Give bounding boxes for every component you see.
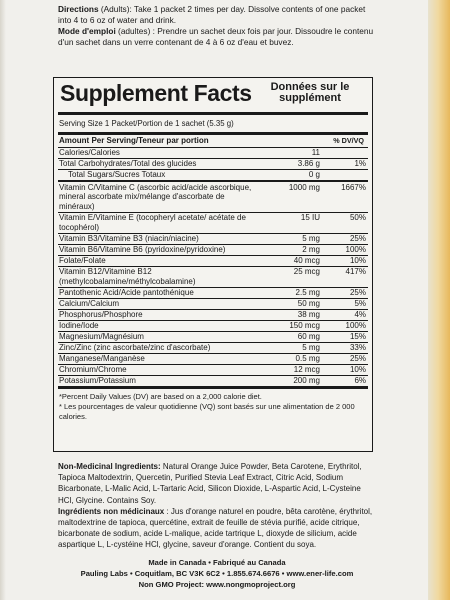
nutrient-amount: 0 g xyxy=(308,170,320,179)
nutrient-row-zinc xyxy=(58,343,368,354)
nutrient-row-manganese xyxy=(58,354,368,365)
nutrient-name: Total Sugars/Sucres Totaux xyxy=(68,170,166,179)
nutrient-dv: 5% xyxy=(354,299,366,309)
nutrient-dv: 1667% xyxy=(341,182,366,192)
nutrient-dv: 417% xyxy=(345,267,366,277)
nutrient-row-magnesium xyxy=(58,332,368,343)
nutrient-amount: 5 mg xyxy=(302,233,320,243)
nutrient-name: Total Carbohydrates/Total des glucides xyxy=(59,159,197,168)
daily-value-footnote xyxy=(58,389,368,422)
nutrient-name: Chromium/Chrome xyxy=(59,365,127,375)
nutrient-row-phosphorus xyxy=(58,310,368,321)
nutrient-name: Pantothenic Acid/Acide pantothénique xyxy=(59,288,194,298)
nutrient-name: Potassium/Potassium xyxy=(59,376,136,386)
nutrient-row-vitamin-b6 xyxy=(58,245,368,256)
nutrient-amount: 1000 mg xyxy=(288,182,320,192)
nutrient-amount: 200 mg xyxy=(293,376,320,386)
nutrient-amount: 40 mcg xyxy=(293,255,320,265)
non-gmo-project: Non GMO Project: www.nongmoproject.org xyxy=(138,580,296,589)
directions-en-text: (Adults): Take 1 packet 2 times per day. Dissolve contents of one packet into 4 to 6 oz of water and drink. xyxy=(58,4,366,25)
package-right-edge xyxy=(428,0,450,600)
nutrient-amount: 38 mg xyxy=(297,310,320,320)
serving-size: Serving Size 1 Packet/Portion de 1 sachet (5.35 g) xyxy=(58,115,368,135)
supplement-facts-panel xyxy=(53,77,373,452)
nutrient-dv: 25% xyxy=(349,354,366,364)
ingredients-fr-label: Ingrédients non médicinaux xyxy=(58,506,165,516)
nutrient-amount: 150 mcg xyxy=(289,321,320,331)
nutrient-name: Vitamin B6/Vitamine B6 (pyridoxine/pyridoxine) xyxy=(59,244,226,254)
package-left-edge xyxy=(0,0,6,600)
directions-en xyxy=(58,4,374,26)
nutrient-name: Iodine/Iode xyxy=(59,321,99,331)
nutrient-row-iodine xyxy=(58,321,368,332)
directions-fr xyxy=(58,26,374,48)
nutrient-dv: 10% xyxy=(349,255,366,265)
nutrient-name: Zinc/Zinc (zinc ascorbate/zinc d'ascorbate) xyxy=(59,343,211,353)
nutrient-dv xyxy=(326,148,368,158)
nutrient-dv: 10% xyxy=(349,365,366,375)
nutrient-name: Calories/Calories xyxy=(59,148,120,157)
nutrient-name: Folate/Folate xyxy=(59,255,106,265)
nutrient-amount: 3.86 g xyxy=(297,159,320,168)
nutrient-row-carbohydrates xyxy=(58,159,368,170)
facts-header xyxy=(58,78,368,115)
nutrient-name: Vitamin E/Vitamine E (tocopheryl acetate/ acétate de tocophérol) xyxy=(59,213,246,232)
nutrient-row-pantothenic-acid xyxy=(58,288,368,299)
amount-header-label: Amount Per Serving/Teneur par portion xyxy=(59,136,209,145)
nutrient-amount: 0.5 mg xyxy=(295,354,320,364)
nutrient-name: Magnesium/Magnésium xyxy=(59,332,144,342)
nutrient-dv: 1% xyxy=(354,159,366,168)
nutrient-amount: 15 IU xyxy=(300,213,320,223)
ingredients-en xyxy=(58,461,376,506)
facts-title-fr: Données sur le supplément xyxy=(270,81,350,104)
nutrient-row-calories xyxy=(58,148,368,159)
nutrient-dv: 25% xyxy=(349,233,366,243)
nutrient-dv: 6% xyxy=(354,376,366,386)
nutrient-dv: 50% xyxy=(349,213,366,223)
nutrient-dv: 33% xyxy=(349,343,366,353)
manufacturer-contact: Pauling Labs • Coquitlam, BC V3K 6C2 • 1.855.674.6676 • www.ener-life.com xyxy=(80,569,354,578)
nutrient-amount: 2.5 mg xyxy=(295,288,320,298)
nutrient-name: Calcium/Calcium xyxy=(59,299,120,309)
directions-block xyxy=(58,4,374,48)
nutrient-amount: 2 mg xyxy=(302,244,320,254)
nutrient-name: Vitamin C/Vitamine C (ascorbic acid/acide ascorbique, mineral ascorbate mix/mélange d'ascorbate de minéraux) xyxy=(59,182,252,211)
nutrient-amount: 25 mcg xyxy=(293,267,320,277)
directions-en-label: Directions xyxy=(58,4,99,14)
nutrient-name: Manganese/Manganèse xyxy=(59,354,145,364)
nutrient-dv: 4% xyxy=(354,310,366,320)
nutrient-dv: 25% xyxy=(349,288,366,298)
nutrient-row-vitamin-b12 xyxy=(58,267,368,288)
nutrient-amount: 11 xyxy=(311,148,320,157)
footnote-en: *Percent Daily Values (DV) are based on a 2,000 calorie diet. xyxy=(59,392,262,402)
nutrient-row-sugars xyxy=(58,170,368,182)
amount-per-serving-header xyxy=(58,135,368,148)
nutrient-row-potassium xyxy=(58,376,368,389)
nutrient-row-chromium xyxy=(58,365,368,376)
dv-header-label: % DV/VQ xyxy=(333,136,364,145)
nutrient-amount: 12 mcg xyxy=(293,365,320,375)
manufacturer-footer xyxy=(58,557,376,590)
ingredients-block xyxy=(58,461,376,551)
footnote-fr: * Les pourcentages de valeur quotidienne (VQ) sont basés sur une alimentation de 2 000 calories. xyxy=(59,402,355,422)
facts-title: Supplement Facts xyxy=(60,80,252,106)
ingredients-en-text: Natural Orange Juice Powder, Beta Carotene, Erythritol, Tapioca Maltodextrin, Quercetin, Purified Stevia Leaf Extract, Citric Acid, Sodium Bicarbonate, L-Malic Acid, L-Tartaric Acid, Silicon Dioxide, L-Aspartic Acid, L-Cysteine HCl, Glycine. Contains Soy. xyxy=(58,462,362,505)
ingredients-fr xyxy=(58,506,376,551)
nutrient-dv: 15% xyxy=(349,332,366,342)
made-in-canada: Made in Canada • Fabriqué au Canada xyxy=(148,558,286,567)
ingredients-en-label: Non-Medicinal Ingredients: xyxy=(58,462,161,471)
nutrient-dv: 100% xyxy=(345,244,366,254)
nutrient-amount: 5 mg xyxy=(302,343,320,353)
nutrient-name: Vitamin B12/Vitamine B12 (methylcobalamine/méthylcobalamine) xyxy=(59,267,196,287)
nutrient-name: Vitamin B3/Vitamine B3 (niacin/niacine) xyxy=(59,233,199,243)
nutrient-row-calcium xyxy=(58,299,368,310)
directions-fr-text: (adultes) : Prendre un sachet deux fois par jour. Dissoudre le contenu d'un sachet dans un verre contenant de 4 à 6 oz d'eau et buvez. xyxy=(58,26,374,47)
nutrient-dv xyxy=(326,170,368,180)
ingredients-fr-text: : Jus d'orange naturel en poudre, bêta carotène, érythritol, maltodextrine de tapioca, quercétine, extrait de feuille de stévia purifié, acide citrique, bicarbonate de sodium, acide L-malique, acide tartrique L, dioxyde de silicium, acide aspartique L, L-cystéine HCl, glycine, saveur d'orange. Contient du soya. xyxy=(58,506,373,550)
nutrient-row-folate xyxy=(58,256,368,267)
nutrient-row-vitamin-e xyxy=(58,213,368,234)
nutrient-dv: 100% xyxy=(345,321,366,331)
nutrient-amount: 60 mg xyxy=(297,332,320,342)
directions-fr-label: Mode d'emploi xyxy=(58,26,116,36)
nutrient-row-vitamin-b3 xyxy=(58,234,368,245)
nutrient-amount: 50 mg xyxy=(297,299,320,309)
nutrient-row-vitamin-c xyxy=(58,182,368,213)
nutrient-name: Phosphorus/Phosphore xyxy=(59,310,143,320)
